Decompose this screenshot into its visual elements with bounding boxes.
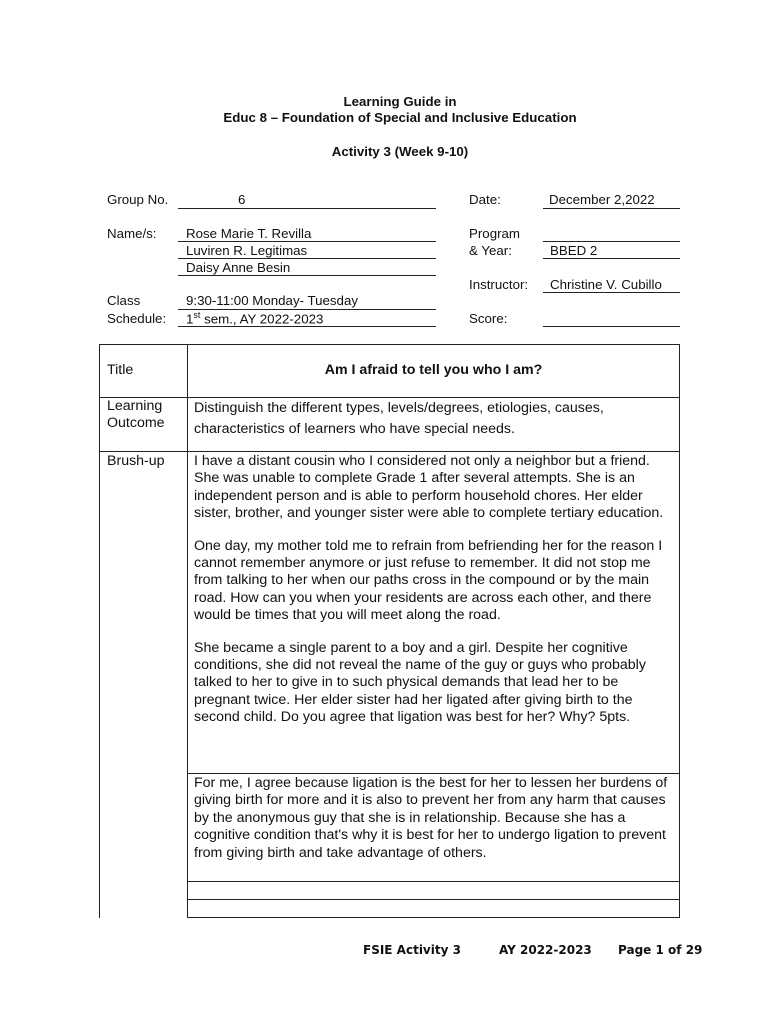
blank-row-1-border	[187, 881, 680, 882]
schedule-1: 9:30-11:00 Monday- Tuesday	[186, 293, 358, 308]
group-value: 6	[238, 192, 246, 207]
outcome-text: Distinguish the different types, levels/degrees, etiologies, causes, characteristics of learners who have special needs.	[194, 400, 604, 437]
instructor-value: Christine V. Cubillo	[550, 277, 662, 292]
answer-text: For me, I agree because ligation is the best for her to lessen her burdens of giving birth for more and it is also to prevent her from any harm that causes by the anonymous guy that she is in relationship. Because she has a cognitive condition that's why it is best for her to undergo ligation to prevent from giving birth and take advantage of others.	[194, 775, 668, 861]
outcome-label-1: Learning	[107, 398, 163, 414]
name-3-underline	[178, 275, 436, 276]
page-total: 29	[685, 943, 703, 957]
course-title: Educ 8 – Foundation of Special and Inclusive Education	[223, 110, 577, 125]
schedule-2-sup: st	[193, 310, 201, 320]
date-label: Date:	[469, 192, 501, 207]
page-prefix: Page	[618, 943, 652, 957]
date-underline	[543, 208, 680, 209]
title-label: Title	[107, 362, 134, 378]
score-label: Score:	[469, 311, 508, 326]
name-3: Daisy Anne Besin	[186, 260, 291, 275]
program-label-1: Program	[469, 226, 520, 241]
footer-ay: AY 2022-2023	[499, 943, 592, 957]
program-value: BBED 2	[550, 243, 598, 258]
program-underline	[543, 258, 680, 259]
date-value: December 2,2022	[549, 192, 655, 207]
row-2-border	[99, 451, 680, 452]
schedule-2-num: 1	[186, 311, 194, 327]
group-underline	[178, 208, 436, 209]
group-label: Group No.	[107, 192, 169, 207]
table-left-border	[99, 344, 100, 918]
guide-title: Learning Guide in	[343, 94, 457, 109]
activity-title: Activity 3 (Week 9-10)	[331, 144, 469, 159]
names-label: Name/s:	[107, 226, 157, 241]
brushup-paragraph: She became a single parent to a boy and a girl. Despite her cognitive conditions, she did not reveal the name of the guy or guys who probably talked to her to give in to such physical demands that lead her to be pregnant twice. Her elder sister had her ligated after giving birth to the second child. Do you agree that ligation was best for her? Why? 5pts.	[194, 639, 646, 726]
program-top-underline	[543, 241, 680, 242]
table-divider	[187, 344, 188, 918]
instructor-underline	[543, 292, 680, 293]
class-label-1: Class	[107, 293, 141, 308]
answer-top-border	[187, 773, 680, 774]
schedule-2-rest: sem., AY 2022-2023	[200, 311, 324, 327]
activity-question-title: Am I afraid to tell you who I am?	[324, 362, 543, 378]
schedule-2	[186, 310, 323, 326]
name-2-underline	[178, 258, 436, 259]
brushup-paragraph: I have a distant cousin who I considered not only a neighbor but a friend. She was unable to complete Grade 1 after several attempts. She is an independent person and is able to perform household chores. Her elder sister, brother, and younger sister were able to complete tertiary education.	[194, 453, 664, 522]
class-label-2: Schedule:	[107, 311, 167, 326]
blank-row-2-border	[187, 899, 680, 900]
page-number	[618, 943, 702, 957]
table-right-border	[679, 344, 680, 918]
name-2: Luviren R. Legitimas	[186, 243, 308, 258]
schedule-2-underline	[178, 326, 436, 327]
page-current: 1	[655, 943, 664, 957]
table-bottom-border	[187, 917, 680, 918]
score-underline	[543, 326, 680, 327]
brushup-label: Brush-up	[107, 453, 165, 469]
name-1: Rose Marie T. Revilla	[186, 226, 312, 241]
brushup-text	[194, 453, 676, 742]
instructor-label: Instructor:	[469, 277, 529, 292]
page-of: of	[668, 943, 682, 957]
footer-course: FSIE Activity 3	[363, 943, 461, 957]
name-1-underline	[178, 241, 436, 242]
program-label-2: & Year:	[469, 243, 512, 258]
outcome-label-2: Outcome	[107, 415, 165, 431]
brushup-paragraph: One day, my mother told me to refrain from befriending her for the reason I cannot remember anymore or just refuse to remember. It did not stop me from talking to her when our paths cross in the compound or by the main road. How can you when your residents are across each other, and there would be times that you will meet along the road.	[194, 537, 663, 624]
